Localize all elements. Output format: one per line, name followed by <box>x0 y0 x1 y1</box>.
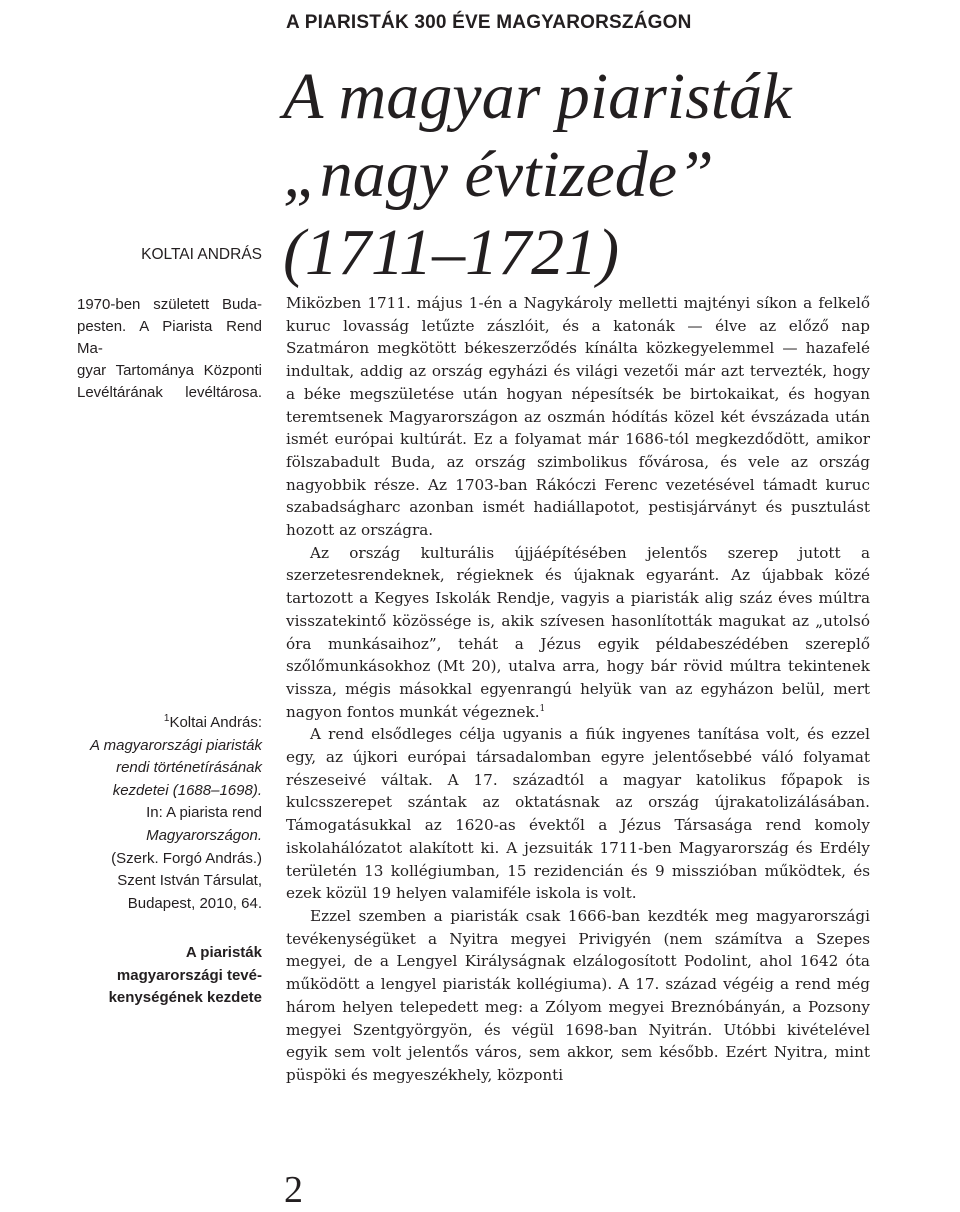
footnote-line: $^1$Koltai András: <box>163 713 262 731</box>
bio-line: 1970-ben született Buda- <box>77 296 262 313</box>
footnote-line: Szent István Társulat, <box>117 872 262 890</box>
article-body <box>286 292 870 1087</box>
body-paragraph: Miközben 1711. május 1-én a Nagykároly melletti majtényi síkon a felkelő kuruc lovasság letűzte zászlóit, és a katonák — élve az előző nap Szatmáron megkötött békeszerződés kínálta közkegyelemmel — hazafelé indultak, addig az ország egyházi és világi vezetői már azt tervezték, hogy a béke megszületése után hogyan népesítsék be birtokaikat, és hogyan teremtsenek Magyarországon az oszmán hódítás közel két évszázada után ismét európai kultúrát. Ez a folyamat már 1686-tól megkezdődött, amikor fölszabadult Buda, az ország szimbolikus fővárosa, és vele az ország nagyobbik része. Az 1703-ban Rákóczi Ferenc vezetésével támadt kuruc szabadságharc azonban ismét hadiállapotot, pestisjárványt és pusztulást hozott az országra. <box>286 294 870 540</box>
title-line: A magyar piaristák <box>283 60 792 133</box>
side-heading-line: kenységének kezdete <box>108 989 262 1007</box>
footnote-line: rendi történetírásának <box>116 759 262 777</box>
side-heading-line: magyarországi tevé- <box>116 966 262 984</box>
title-line: „nagy évtizede” <box>283 138 714 211</box>
footnote-ref: 1 <box>539 703 546 714</box>
side-heading <box>77 942 262 1010</box>
footnote-line: In: A piarista rend <box>146 804 262 822</box>
article-title <box>283 58 943 292</box>
footnote-line: Budapest, 2010, 64. <box>127 894 262 912</box>
footnote <box>77 708 262 915</box>
bio-line: Levéltárának levéltárosa. <box>77 384 262 401</box>
body-paragraph: A rend elsődleges célja ugyanis a fiúk ingyenes tanítása volt, és ezzel egy, az újkori európai társadalomban egyre jelentősebbé váló folyamat részeseivé váltak. A 17. századtól a magyar katolikus főpapok is kulcsszerepet szántak az oktatásnak az ország újrakatolizálásában. Támogatásukkal az 1620-as évektől a Jézus Társasága rend komoly iskolahálózatot alakított ki. A jezsuiták 1711-ben Magyarország és Erdély területén 13 kollégiumban, 15 rezidencián és 9 misszióban működtek, és ezek közül 19 helyen valamiféle iskola is volt. <box>286 725 870 903</box>
bio-line: gyar Tartománya Központi <box>77 362 262 379</box>
author-bio <box>77 294 262 404</box>
footnote-line: Magyarországon. <box>146 826 262 844</box>
title-line: (1711–1721) <box>283 216 620 289</box>
body-paragraph: Ezzel szemben a piaristák csak 1666-ban kezdték meg magyarországi tevékenységüket a Nyitra megyei Privigyén (nem számítva a Szepes megyei, de a Lengyel Királyságnak elzálogosított Podolint, ahol 1642 óta működött a lengyel piaristák kollégiuma). A 17. század végéig a rend még három helyen telepedett meg: a Zólyom megyei Breznóbányán, a Pozsony megyei Szentgyörgyön, és végül 1698-ban Nyitrán. Utóbbi kivételével egyik sem volt jelentős város, sem akkor, sem később. Ezért Nyitra, mint püspöki és megyeszékhely, központi <box>286 906 870 1084</box>
footnote-line: A magyarországi piaristák <box>89 736 262 754</box>
body-paragraph <box>286 542 870 724</box>
footnote-line: (Szerk. Forgó András.) <box>111 849 262 867</box>
footnote-number: 1 <box>163 713 170 724</box>
running-header: A PIARISTÁK 300 ÉVE MAGYARORSZÁGON <box>286 12 692 33</box>
footnote-line: kezdetei (1688–1698). <box>112 781 262 799</box>
paragraph-text: Az ország kulturális újjáépítésében jelentős szerep jutott a szerzetesrendeknek, régieknek és újaknak egyaránt. Az újabbak közé tartozott a Kegyes Iskolák Rendje, vagyis a piaristák alig száz éves múltra visszatekintő közössége is, akik szívesen hasonlították magukat az „utolsó óra munkásaihoz”, tehát a Jézus egyik példabeszédében szereplő szőlőmunkásokhoz (Mt 20), utalva arra, hogy bár rövid múltra tekintenek vissza, mégis másokkal egyenrangú helyük van az egyházon belül, mert nagyon fontos munkát végeznek. <box>286 543 870 721</box>
page-number: 2 <box>284 1169 303 1211</box>
author-name: KOLTAI ANDRÁS <box>141 246 262 263</box>
side-heading-line: A piaristák <box>185 944 262 961</box>
bio-line: pesten. A Piarista Rend Ma- <box>77 318 262 357</box>
